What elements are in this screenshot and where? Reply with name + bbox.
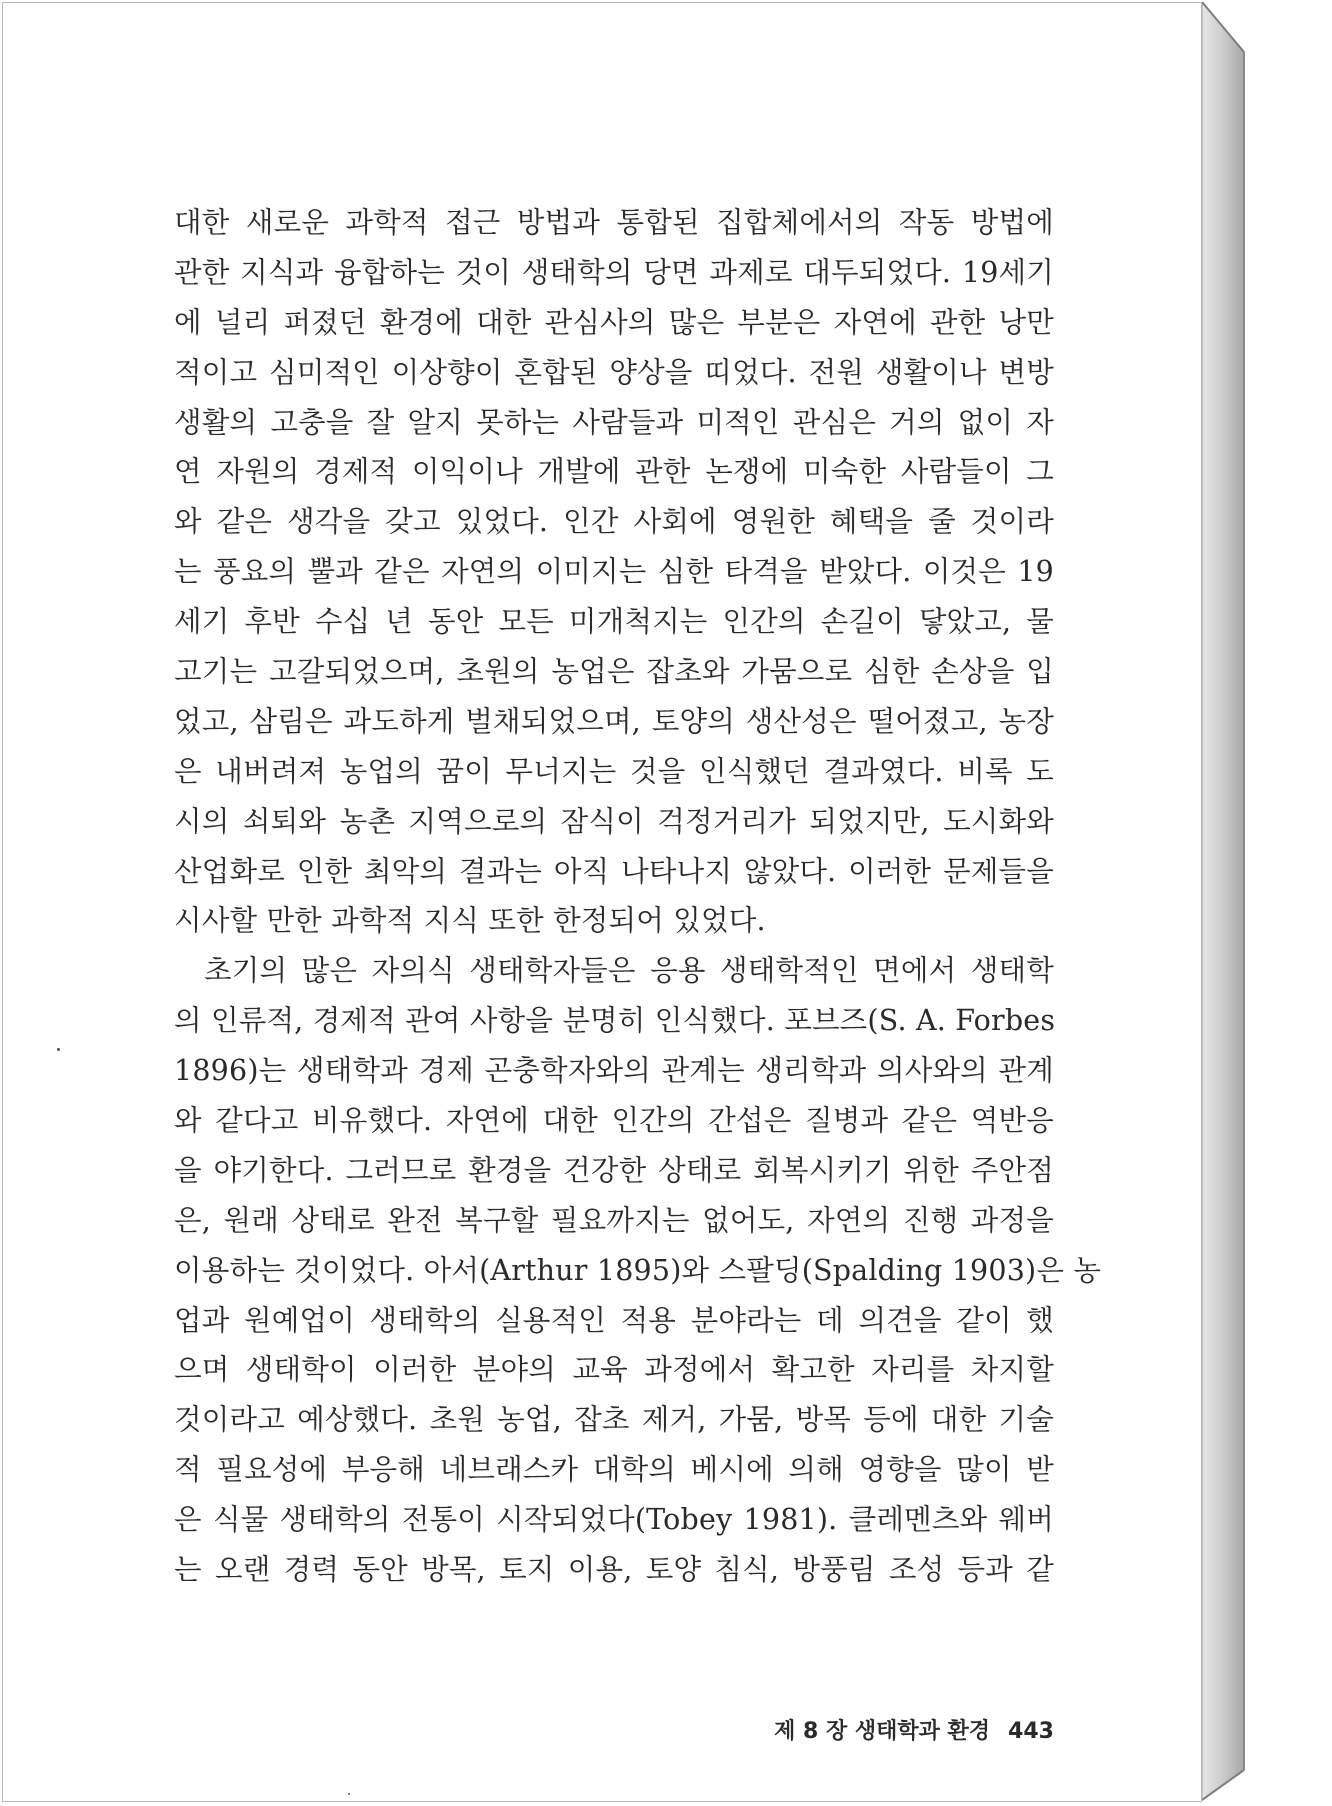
- text-line: 는 풍요의 뿔과 같은 자연의 이미지는 심한 타격을 받았다. 이것은 19: [174, 555, 1054, 589]
- text-line: 으며 생태학이 이러한 분야의 교육 과정에서 확고한 자리를 차지할: [174, 1353, 1054, 1387]
- text-line: 고기는 고갈되었으며, 초원의 농업은 잡초와 가뭄으로 심한 손상을 입: [174, 655, 1054, 689]
- paragraph-start-line: 초기의 많은 자의식 생태학자들은 응용 생태학적인 면에서 생태학: [204, 954, 1054, 988]
- page-number: 443: [1008, 1719, 1054, 1744]
- running-footer: [654, 1714, 1054, 1754]
- chapter-title: 제 8 장 생태학과 환경: [774, 1719, 991, 1744]
- text-line: 는 오랜 경력 동안 방목, 토지 이용, 토양 침식, 방풍림 조성 등과 같: [174, 1553, 1054, 1587]
- text-line: 은 식물 생태학의 전통이 시작되었다(Tobey 1981). 클레멘츠와 웨버: [174, 1503, 1054, 1537]
- text-line: 에 널리 퍼졌던 환경에 대한 관심사의 많은 부분은 자연에 관한 낭만: [174, 305, 1054, 339]
- text-line: 연 자원의 경제적 이익이나 개발에 관한 논쟁에 미숙한 사람들이 그: [174, 455, 1054, 489]
- text-line: 관한 지식과 융합하는 것이 생태학의 당면 과제로 대두되었다. 19세기: [174, 255, 1054, 289]
- paragraph-end-line: 시사할 만한 과학적 지식 또한 한정되어 있었다.: [174, 904, 766, 938]
- text-line: 업과 원예업이 생태학의 실용적인 적용 분야라는 데 의견을 같이 했: [174, 1303, 1054, 1337]
- text-line: 의 인류적, 경제적 관여 사항을 분명히 인식했다. 포브즈(S. A. Forbes: [174, 1004, 1056, 1038]
- text-line: 와 같은 생각을 갖고 있었다. 인간 사회에 영원한 혜택을 줄 것이라: [174, 505, 1054, 539]
- book-page-edge: [1202, 2, 1306, 1802]
- text-line: 이용하는 것이었다. 아서(Arthur 1895)와 스팔딩(Spalding 1903)은 농: [174, 1253, 1102, 1287]
- text-line: 세기 후반 수십 년 동안 모든 미개척지는 인간의 손길이 닿았고, 물: [174, 605, 1054, 639]
- scan-speck: [348, 1793, 350, 1795]
- text-line: 대한 새로운 과학적 접근 방법과 통합된 집합체에서의 작동 방법에: [174, 206, 1054, 239]
- body-text: [174, 198, 1102, 1595]
- scan-speck: [57, 1048, 60, 1051]
- text-line: 1896)는 생태학과 경제 곤충학자와의 관계는 생리학과 의사와의 관계: [174, 1054, 1054, 1088]
- text-line: 생활의 고충을 잘 알지 못하는 사람들과 미적인 관심은 거의 없이 자: [174, 405, 1054, 439]
- text-line: 와 같다고 비유했다. 자연에 대한 인간의 간섭은 질병과 같은 역반응: [174, 1104, 1054, 1138]
- text-line: 었고, 삼림은 과도하게 벌채되었으며, 토양의 생산성은 떨어졌고, 농장: [174, 704, 1054, 738]
- text-line: 적 필요성에 부응해 네브래스카 대학의 베시에 의해 영향을 많이 받: [174, 1453, 1054, 1487]
- text-line: 은, 원래 상태로 완전 복구할 필요까지는 없어도, 자연의 진행 과정을: [174, 1203, 1054, 1237]
- text-line: 을 야기한다. 그러므로 환경을 건강한 상태로 회복시키기 위한 주안점: [174, 1153, 1054, 1187]
- text-line: 시의 쇠퇴와 농촌 지역으로의 잠식이 걱정거리가 되었지만, 도시화와: [174, 804, 1054, 838]
- text-line: 은 내버려져 농업의 꿈이 무너지는 것을 인식했던 결과였다. 비록 도: [174, 754, 1054, 788]
- text-line: 것이라고 예상했다. 초원 농업, 잡초 제거, 가뭄, 방목 등에 대한 기술: [174, 1403, 1054, 1437]
- text-line: 적이고 심미적인 이상향이 혼합된 양상을 띠었다. 전원 생활이나 변방: [174, 355, 1054, 389]
- text-line: 산업화로 인한 최악의 결과는 아직 나타나지 않았다. 이러한 문제들을: [174, 854, 1054, 888]
